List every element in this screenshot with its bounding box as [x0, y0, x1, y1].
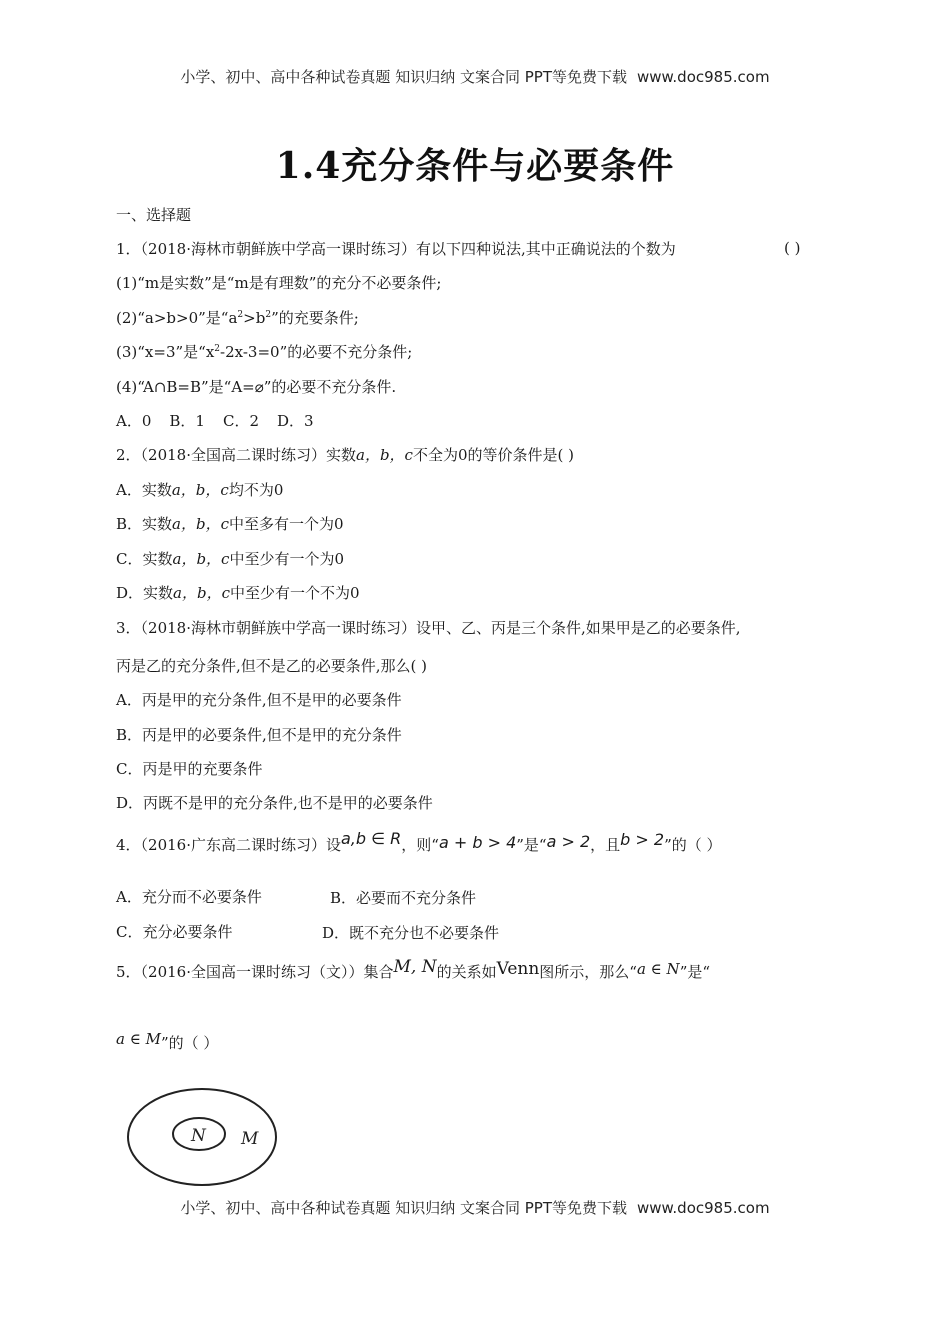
q3-option-a: A．丙是甲的充分条件,但不是甲的必要条件: [116, 691, 402, 709]
q5-stem-text: 的关系如: [436, 963, 497, 981]
q4-stem: [116, 829, 722, 855]
q1-s3-part: -2x-3=0”的必要不充分条件;: [220, 343, 413, 361]
q4-option-a: A．充分而不必要条件: [116, 888, 262, 906]
banner-text: 小学、初中、高中各种试卷真题 知识归纳 文案合同 PPT等免费下载: [180, 1199, 627, 1217]
q4-math: a + b > 4: [438, 833, 517, 852]
venn-diagram: [124, 1085, 284, 1191]
q2-option-text: 中至少有一个不为0: [230, 584, 360, 602]
q2-option-a: [116, 480, 283, 500]
q5-stem-cont: [116, 1030, 219, 1053]
q3-option-d: D．丙既不是甲的充分条件,也不是甲的必要条件: [116, 794, 433, 812]
footer-banner: [0, 1197, 950, 1218]
q5-math: M, N: [393, 957, 437, 977]
q1-s3-sup: 2: [214, 344, 221, 354]
q1-s2-part: (2)“a>b>0”是“a: [116, 309, 238, 327]
q2-option-vars: a，b，c: [172, 550, 230, 568]
q2-option-text: 均不为0: [228, 481, 284, 499]
q5-stem-text: ”是“: [679, 963, 711, 981]
q4-stem-text: ，且: [590, 836, 621, 854]
q2-option-label: B．: [116, 515, 143, 533]
q2-option-prefix: 实数: [141, 481, 172, 499]
q1-option-b: B．1: [169, 412, 205, 430]
q1-options: [116, 411, 314, 431]
q1-s2-sup: 2: [237, 310, 244, 320]
q4-option-c: C．充分必要条件: [116, 923, 233, 941]
q1-s2-sup: 2: [265, 310, 272, 320]
q2-option-b: [116, 514, 344, 534]
q1-statement-2: [116, 308, 359, 328]
q2-stem: [116, 445, 574, 465]
q2-option-vars: a，b，c: [172, 515, 229, 533]
q2-option-prefix: 实数: [142, 515, 173, 533]
q1-stem-text: 1．（2018·海林市朝鲜族中学高一课时练习）有以下四种说法,其中正确说法的个数为: [116, 240, 676, 258]
q1-option-a: A．0: [116, 412, 152, 430]
q5-stem-text: 图所示，那么“: [539, 963, 637, 981]
q2-option-prefix: 实数: [142, 550, 173, 568]
q4-stem-text: ”的（ ）: [664, 836, 722, 854]
q3-option-c: C．丙是甲的充要条件: [116, 760, 263, 778]
q2-stem-text: 2．（2018·全国高二课时练习）实数: [116, 446, 356, 464]
q1-option-c: C．2: [222, 412, 259, 430]
q1-s2-part: ”的充要条件;: [271, 309, 359, 327]
q2-option-label: A．: [116, 481, 142, 499]
q5-stem: [116, 957, 711, 982]
q1-s2-part: >b: [243, 309, 266, 327]
q2-stem-text: 不全为0的等价条件是( ): [412, 446, 574, 464]
q2-option-vars: a，b，c: [171, 481, 229, 499]
q5-venn-word: Venn: [496, 959, 540, 979]
q5-math: a ∈ M: [116, 1030, 161, 1048]
q1-statement-1: (1)“m是实数”是“m是有理数”的充分不必要条件;: [116, 274, 442, 292]
q1-option-d: D．3: [277, 412, 314, 430]
page-title: 1.4充分条件与必要条件: [275, 145, 675, 187]
q1-statement-3: [116, 342, 412, 362]
q5-math: a ∈ N: [636, 960, 680, 978]
q4-option-d: D．既不充分也不必要条件: [322, 924, 500, 942]
q4-stem-text: ，则“: [401, 836, 439, 854]
q3-stem-line-2: 丙是乙的充分条件,但不是乙的必要条件,那么( ): [116, 657, 428, 675]
q2-option-c: [116, 549, 344, 569]
q4-stem-text: 4．（2016·广东高二课时练习）设: [116, 836, 341, 854]
q2-option-prefix: 实数: [143, 584, 174, 602]
q4-math: a,b ∈ R: [341, 829, 402, 848]
q2-vars: a，b，c: [356, 446, 413, 464]
q3-option-b: B．丙是甲的必要条件,但不是甲的充分条件: [116, 726, 402, 744]
q2-option-d: [116, 583, 360, 603]
q2-option-label: D．: [116, 584, 144, 602]
banner-url[interactable]: www.doc985.com: [636, 68, 770, 86]
banner-text: 小学、初中、高中各种试卷真题 知识归纳 文案合同 PPT等免费下载: [180, 68, 627, 86]
q3-stem-line-1: 3．（2018·海林市朝鲜族中学高一课时练习）设甲、乙、丙是三个条件,如果甲是乙的必要条件,: [116, 619, 741, 637]
q1-stem: [116, 239, 676, 259]
q2-option-text: 中至少有一个为0: [229, 550, 344, 568]
venn-label-n: N: [191, 1126, 206, 1146]
q1-statement-4: (4)“A∩B=B”是“A=⌀”的必要不充分条件.: [116, 378, 397, 396]
venn-label-m: M: [241, 1129, 259, 1149]
q4-math: b > 2: [620, 830, 665, 849]
q1-s3-part: (3)“x=3”是“x: [116, 343, 215, 361]
q2-option-text: 中至多有一个为0: [229, 515, 344, 533]
q4-option-b: B．必要而不充分条件: [330, 889, 477, 907]
q5-stem-text: ”的（ ）: [160, 1034, 219, 1052]
q4-math: a > 2: [546, 832, 591, 851]
q1-answer-blank: ( ): [784, 239, 801, 257]
q4-stem-text: ”是“: [516, 836, 547, 854]
q2-option-label: C．: [116, 550, 143, 568]
banner-url[interactable]: www.doc985.com: [636, 1199, 770, 1217]
header-banner: [0, 66, 950, 87]
q5-stem-text: 5．（2016·全国高一课时练习（文））集合: [116, 963, 394, 981]
q2-option-vars: a，b，c: [173, 584, 230, 602]
section-heading: 一、选择题: [116, 206, 192, 224]
